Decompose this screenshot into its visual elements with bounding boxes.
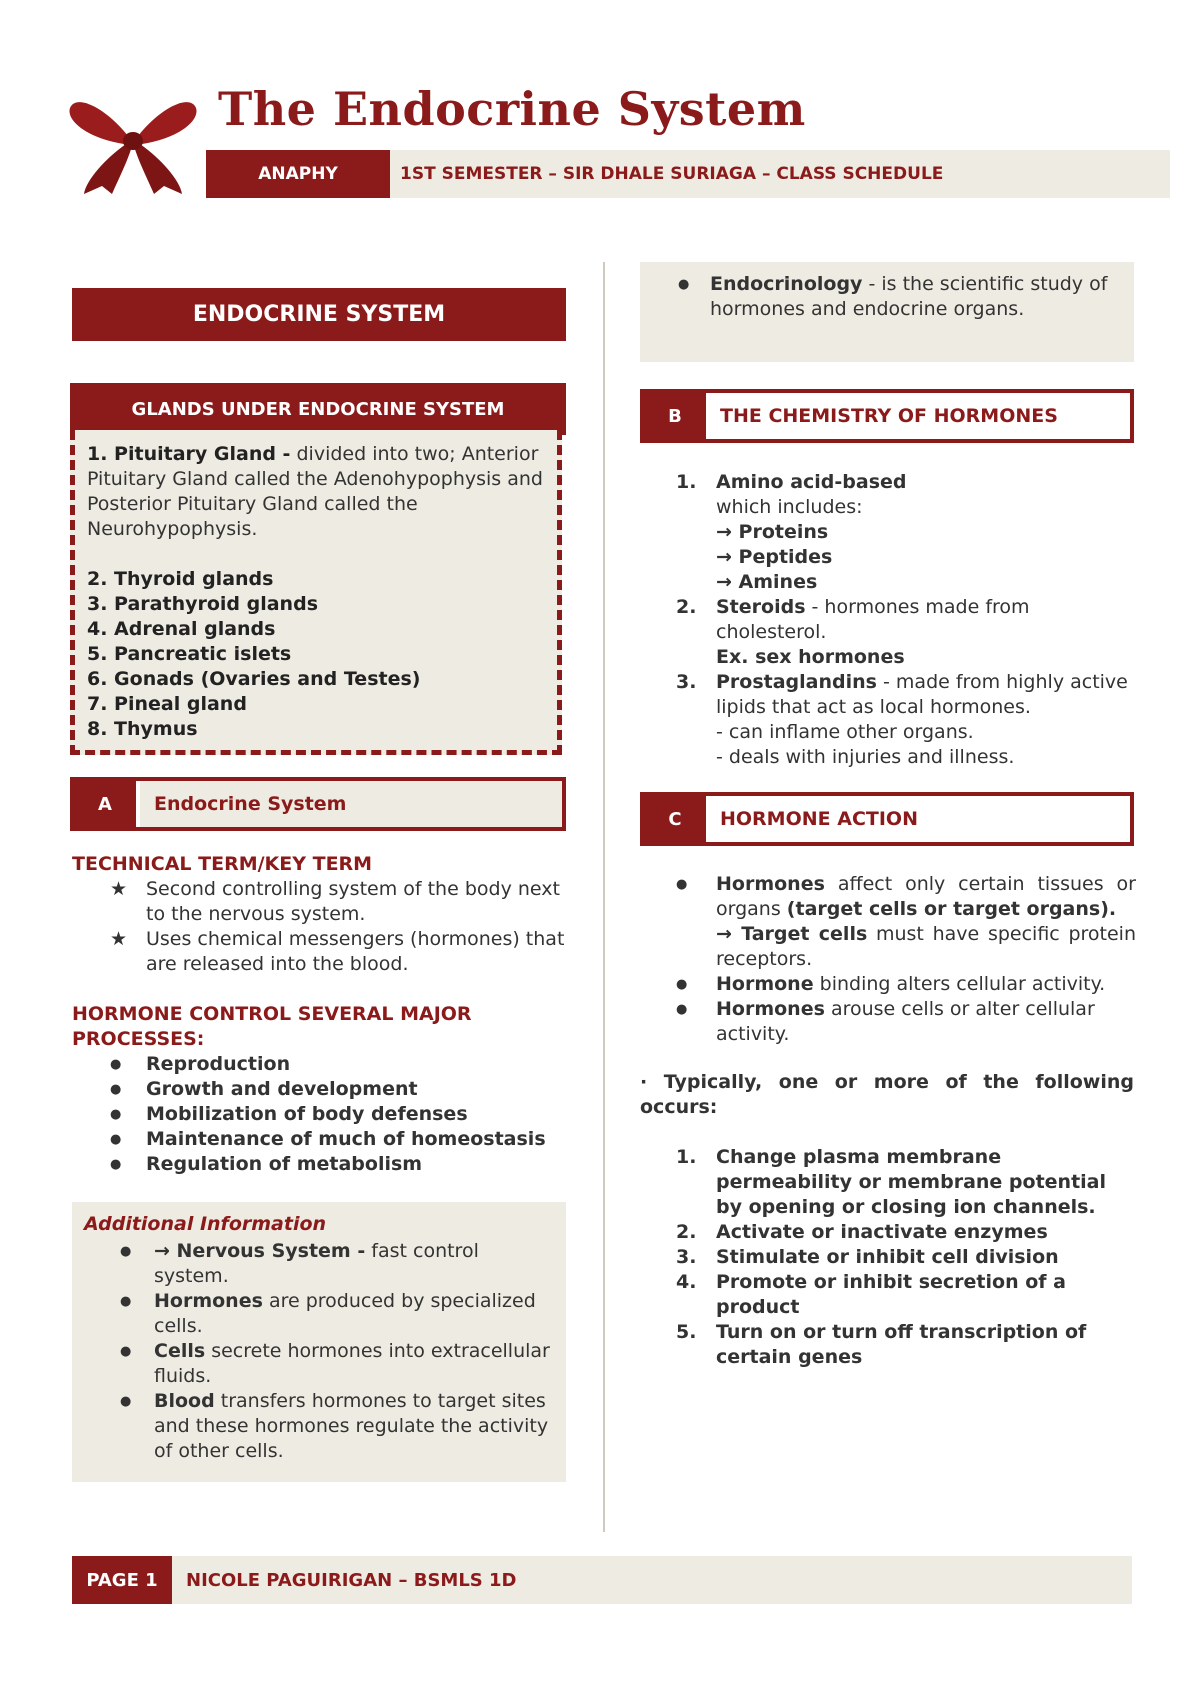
gland-item xyxy=(87,442,547,542)
hormone-type: 3. Prostaglandins - made from highly active lipids that act as local hormones. - can inflame other organs. - deals with injuries and illness. xyxy=(676,671,1128,768)
action-item: ● Hormones affect only certain tissues or organs (target cells or target organs). → Target cells must have specific protein receptors. xyxy=(676,873,1136,970)
section-label: Endocrine System xyxy=(140,781,562,827)
star-icon: ★ xyxy=(110,928,128,950)
term-heading: TECHNICAL TERM/KEY TERM xyxy=(72,853,373,875)
effect-item: 1. Change plasma membrane permeability or membrane potential by opening or closing ion channels. xyxy=(676,1146,1107,1218)
star-icon: ★ xyxy=(110,878,128,900)
section-letter: A xyxy=(74,781,136,827)
process-heading: HORMONE CONTROL SEVERAL MAJOR PROCESSES: xyxy=(72,1003,472,1050)
section-b-content xyxy=(676,470,1136,770)
section-a-content xyxy=(72,852,566,1177)
section-letter: B xyxy=(644,393,706,439)
process-item: ● Regulation of metabolism xyxy=(110,1153,423,1175)
process-item: ● Growth and development xyxy=(110,1078,418,1100)
bullet-icon: ● xyxy=(110,1082,122,1097)
hormone-type: 1. Amino acid-based which includes: → Proteins → Peptides → Amines xyxy=(676,471,907,593)
gland-item: 2. Thyroid glands xyxy=(87,568,274,590)
effect-item: 3. Stimulate or inhibit cell division xyxy=(676,1246,1059,1268)
gland-item: 8. Thymus xyxy=(87,718,198,740)
process-item: ● Mobilization of body defenses xyxy=(110,1103,468,1125)
bullet-icon: ● xyxy=(110,1057,122,1072)
section-c-content xyxy=(676,872,1136,1047)
action-item: ● Hormone binding alters cellular activity. xyxy=(676,973,1106,995)
term-item: ★ Uses chemical messengers (hormones) that are released into the blood. xyxy=(110,928,565,975)
bullet-icon: ● xyxy=(110,1107,122,1122)
course-tag: ANAPHY xyxy=(206,150,390,198)
info-item: ● Blood transfers hormones to target sites and these hormones regulate the activity of other cells. xyxy=(120,1390,549,1462)
gland-item: 7. Pineal gland xyxy=(87,693,247,715)
ribbon-bow-icon xyxy=(66,88,200,198)
author: NICOLE PAGUIRIGAN – BSMLS 1D xyxy=(186,1569,517,1591)
section-letter: C xyxy=(644,796,706,842)
info-item: ● Hormones are produced by specialized cells. xyxy=(120,1290,536,1337)
effect-item: 5. Turn on or turn off transcription of certain genes xyxy=(676,1321,1087,1368)
section-banner: ENDOCRINE SYSTEM xyxy=(72,288,566,341)
process-item: ● Maintenance of much of homeostasis xyxy=(110,1128,546,1150)
gland-item: 4. Adrenal glands xyxy=(87,618,276,640)
bullet-icon: ● xyxy=(120,1344,132,1359)
section-label: HORMONE ACTION xyxy=(720,808,918,830)
typically-note: · Typically, one or more of the following occurs: xyxy=(640,1071,1134,1118)
page-title: The Endocrine System xyxy=(218,82,806,136)
bullet-icon: ● xyxy=(120,1294,132,1309)
bullet-icon: ● xyxy=(110,1132,122,1147)
section-a-header xyxy=(70,777,566,831)
glands-list xyxy=(70,430,562,755)
endocrinology-box xyxy=(640,262,1134,362)
effect-item: 2. Activate or inactivate enzymes xyxy=(676,1221,1048,1243)
additional-info-title: Additional Information xyxy=(84,1213,327,1235)
glands-heading: GLANDS UNDER ENDOCRINE SYSTEM xyxy=(70,383,566,435)
bullet-icon: ● xyxy=(678,277,690,292)
bullet-icon: ● xyxy=(110,1157,122,1172)
effects-list xyxy=(676,1145,1136,1370)
section-b-header xyxy=(640,389,1134,443)
bullet-icon: ● xyxy=(676,877,688,892)
gland-item: 5. Pancreatic islets xyxy=(87,643,292,665)
term-item: ★ Second controlling system of the body next to the nervous system. xyxy=(110,878,560,925)
hormone-type: 2. Steroids - hormones made from cholesterol. Ex. sex hormones xyxy=(676,596,1030,668)
endocrinology-item: ● Endocrinology - is the scientific study of hormones and endocrine organs. xyxy=(678,273,1108,320)
action-item: ● Hormones arouse cells or alter cellular activity. xyxy=(676,998,1095,1045)
gland-item: 3. Parathyroid glands xyxy=(87,593,318,615)
section-label: THE CHEMISTRY OF HORMONES xyxy=(720,405,1058,427)
info-item: ● Cells secrete hormones into extracellular fluids. xyxy=(120,1340,550,1387)
gland-name: 1. Pituitary Gland - xyxy=(87,443,291,465)
page-number: PAGE 1 xyxy=(72,1556,172,1604)
bullet-icon: ● xyxy=(120,1394,132,1409)
gland-item: 6. Gonads (Ovaries and Testes) xyxy=(87,668,421,690)
bullet-icon: ● xyxy=(676,1002,688,1017)
effect-item: 4. Promote or inhibit secretion of a product xyxy=(676,1271,1066,1318)
bullet-icon: ● xyxy=(676,977,688,992)
gland-description: divided into two; Anterior Pituitary Gland called the Adenohypophysis and Posterior Pituitary Gland called the Neurohypophysis. xyxy=(87,443,543,540)
process-item: ● Reproduction xyxy=(110,1053,291,1075)
additional-info-box xyxy=(72,1202,566,1482)
section-c-header xyxy=(640,792,1134,846)
subtitle: 1ST SEMESTER – SIR DHALE SURIAGA – CLASS SCHEDULE xyxy=(400,164,944,184)
bullet-icon: ● xyxy=(120,1244,132,1259)
info-item: ● → Nervous System - fast control system. xyxy=(120,1240,479,1287)
column-divider xyxy=(603,262,605,1532)
